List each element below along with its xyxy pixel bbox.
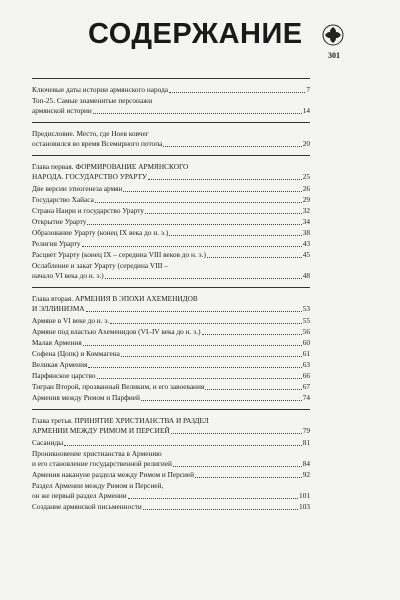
toc-entry-page: 43 (302, 239, 310, 248)
toc-entry-text: начало VI века до н. э.) (32, 271, 104, 280)
toc-entry (32, 250, 310, 260)
dot-leader (93, 113, 302, 114)
toc-entry-text: Армения между Римом и Парфией (32, 393, 140, 402)
toc-entry-text: Топ-25. Самые знаменитые персонажи (32, 96, 153, 105)
dot-leader (95, 202, 302, 203)
toc-section (32, 122, 310, 149)
toc-entry-text: Глава третья. ПРИНЯТИЕ ХРИСТИАНСТВА И РАЗДЕЛ (32, 416, 209, 425)
toc-entry-text: Армяне в VI веке до н. э. (32, 316, 110, 325)
dot-leader (88, 367, 301, 368)
toc-entry-text: Две версии этногенеза армян (32, 184, 123, 193)
toc-entry-text: Глава вторая. АРМЕНИЯ В ЭПОХИ АХЕМЕНИДОВ (32, 294, 198, 303)
toc-entry (32, 349, 310, 359)
dot-leader (171, 433, 302, 434)
dot-leader (148, 179, 302, 180)
dot-leader (105, 278, 302, 279)
toc-entry-page: 66 (302, 371, 310, 380)
toc-entry (32, 470, 310, 480)
toc-entry-page: 7 (306, 85, 310, 94)
toc-entry-page: 32 (302, 206, 310, 215)
dot-leader (110, 323, 301, 324)
toc-entry-text: Раздел Армении между Римом и Персией, (32, 481, 164, 490)
toc-entry-text: И ЭЛЛИНИЗМА (32, 304, 85, 313)
toc-entry-page: 53 (302, 304, 310, 313)
toc-entry-page: 101 (299, 491, 310, 500)
dot-leader (141, 400, 302, 401)
toc-entry (32, 129, 310, 149)
toc-entry-text: Парфянское царство (32, 371, 96, 380)
toc-entry-text: он же первый раздел Армении (32, 491, 127, 500)
dot-leader (195, 477, 302, 478)
toc-entry-page: 56 (302, 327, 310, 336)
toc-section (32, 155, 310, 281)
toc-entry-text: Глава первая. ФОРМИРОВАНИЕ АРМЯНСКОГО (32, 162, 189, 171)
toc-entry-page: 79 (302, 426, 310, 435)
dot-leader (202, 334, 302, 335)
toc-section (32, 409, 310, 512)
toc-entry-text: Малая Армения (32, 338, 82, 347)
toc-entry (32, 360, 310, 370)
toc-entry-page: 20 (302, 139, 310, 148)
toc-entry-page: 60 (302, 338, 310, 347)
toc-entry-page: 103 (299, 502, 310, 511)
toc-entry-text: НАРОДА. ГОСУДАРСТВО УРАРТУ (32, 172, 148, 181)
toc-entry (32, 85, 310, 95)
toc-entry-text: Сасаниды (32, 438, 64, 447)
toc-entry-page: 92 (302, 470, 310, 479)
toc-entry-page: 45 (302, 250, 310, 259)
toc-entry (32, 502, 310, 512)
toc-entry-page: 81 (302, 438, 310, 447)
toc-entry-text: АРМЕНИИ МЕЖДУ РИМОМ И ПЕРСИЕЙ (32, 426, 170, 435)
dot-leader (83, 345, 302, 346)
toc-entry-page: 61 (302, 349, 310, 358)
toc-entry-text: Тигран Второй, прозванный Великим, и его завоевания (32, 382, 205, 391)
toc-entry (32, 206, 310, 216)
dot-leader (145, 213, 302, 214)
toc-entry-text: Религия Урарту (32, 239, 81, 248)
toc-entry-text: Открытие Урарту (32, 217, 87, 226)
toc-entry (32, 217, 310, 227)
toc-entry (32, 96, 310, 116)
toc-entry (32, 261, 310, 281)
toc-entry (32, 338, 310, 348)
dot-leader (128, 498, 298, 499)
toc-entry-text: Создание армянской письменности (32, 502, 142, 511)
toc-entry-page: 29 (302, 195, 310, 204)
dot-leader (143, 509, 298, 510)
toc-entry (32, 195, 310, 205)
toc-entry-page: 38 (302, 228, 310, 237)
dot-leader (123, 191, 301, 192)
toc-entry (32, 239, 310, 249)
toc-entry (32, 294, 310, 314)
toc-entry-page: 67 (302, 382, 310, 391)
page-number: 301 (328, 51, 340, 60)
toc-entry-page: 26 (302, 184, 310, 193)
toc-entry-text: Государство Хайаса (32, 195, 94, 204)
toc-entry-page: 25 (302, 172, 310, 181)
toc-entry-text: Армяне под властью Ахеменидов (VI–IV века до н. э.) (32, 327, 201, 336)
dot-leader (86, 311, 302, 312)
dot-leader (205, 389, 301, 390)
table-of-contents (32, 72, 310, 513)
dot-leader (121, 356, 302, 357)
toc-entry (32, 449, 310, 469)
toc-entry-page: 48 (302, 271, 310, 280)
toc-entry-text: Страна Наири и государство Урарту (32, 206, 144, 215)
toc-entry (32, 438, 310, 448)
toc-entry-page: 55 (302, 316, 310, 325)
toc-entry-text: Образование Урарту (конец IX века до н. э.) (32, 228, 169, 237)
toc-entry (32, 162, 310, 182)
dot-leader (169, 92, 305, 93)
toc-section (32, 287, 310, 403)
toc-entry-text: остановился во время Всемирного потопа (32, 139, 163, 148)
toc-entry-text: Расцвет Урарту (конец IX – середина VIII веков до н. э.) (32, 250, 206, 259)
page-title: СОДЕРЖАНИЕ (88, 18, 303, 50)
dot-leader (173, 466, 302, 467)
toc-entry-text: армянской истории (32, 106, 92, 115)
toc-entry-text: Ослабление и закат Урарту (середина VIII – (32, 261, 168, 270)
dot-leader (163, 146, 301, 147)
toc-entry (32, 481, 310, 501)
dot-leader (169, 235, 301, 236)
toc-entry (32, 316, 310, 326)
toc-entry (32, 184, 310, 194)
toc-section (32, 78, 310, 116)
toc-entry-text: Проникновение христианства в Армению (32, 449, 162, 458)
toc-entry (32, 393, 310, 403)
toc-entry-text: Армения накануне раздела между Римом и Персией (32, 470, 195, 479)
toc-entry (32, 228, 310, 238)
toc-entry-text: и его становление государственной религией (32, 459, 172, 468)
dot-leader (82, 246, 302, 247)
dot-leader (207, 257, 302, 258)
toc-entry-page: 63 (302, 360, 310, 369)
dot-leader (64, 445, 302, 446)
toc-entry (32, 371, 310, 381)
toc-entry-text: Софена (Цопк) и Коммагена (32, 349, 120, 358)
toc-entry (32, 382, 310, 392)
toc-entry-text: Предисловие. Место, где Ноев ковчег (32, 129, 149, 138)
toc-entry-text: Великая Армения (32, 360, 88, 369)
toc-entry-text: Ключевые даты истории армянского народа (32, 85, 169, 94)
ornament-icon (322, 24, 344, 46)
toc-entry (32, 327, 310, 337)
toc-entry (32, 416, 310, 436)
toc-entry-page: 14 (302, 106, 310, 115)
toc-entry-page: 84 (302, 459, 310, 468)
toc-entry-page: 34 (302, 217, 310, 226)
dot-leader (97, 378, 302, 379)
dot-leader (87, 224, 301, 225)
toc-entry-page: 74 (302, 393, 310, 402)
